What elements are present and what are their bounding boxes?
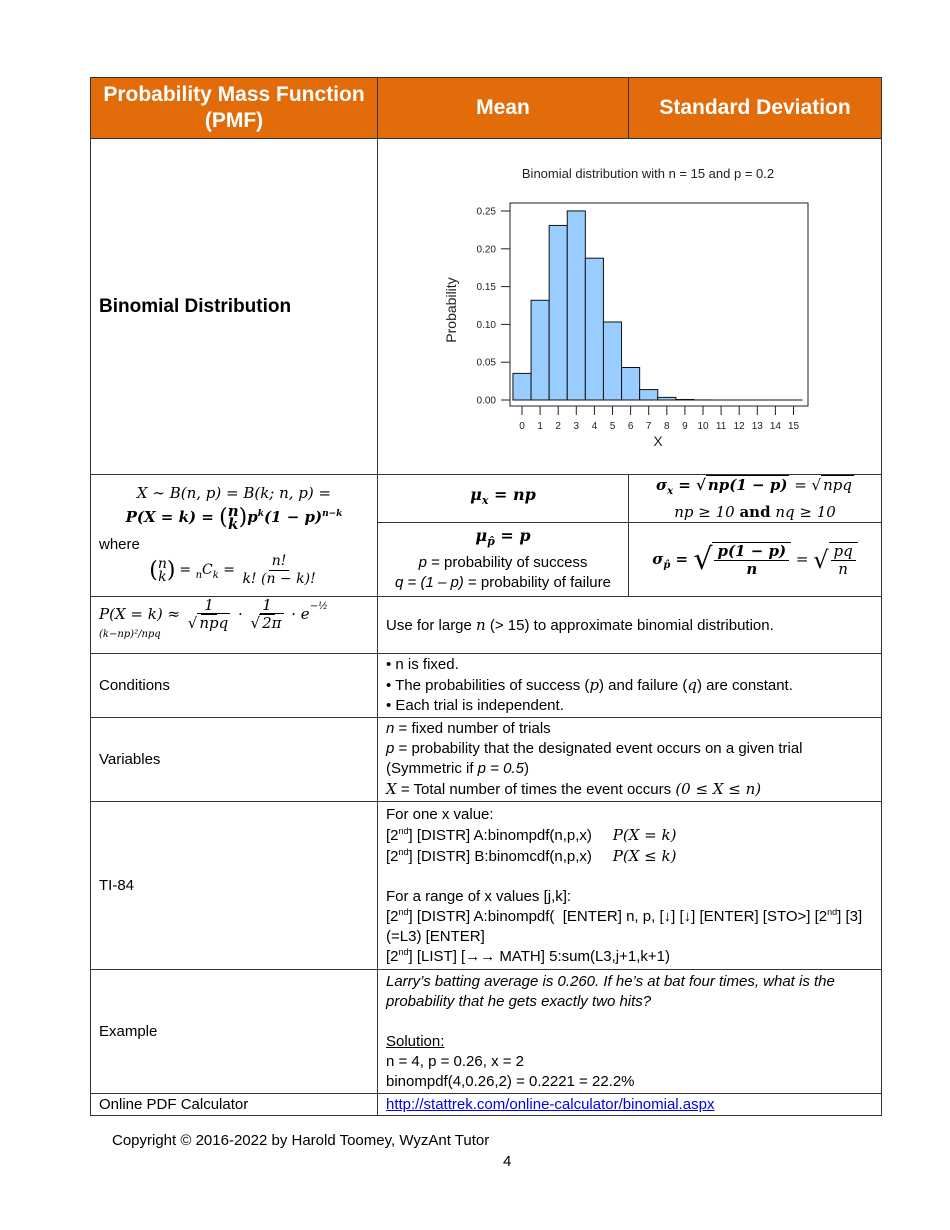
chart-bar <box>549 225 567 400</box>
q-definition: q = (1 – p) = probability of failure <box>395 573 611 591</box>
example-solution-label: Solution: <box>386 1032 445 1050</box>
x-tick-label: 11 <box>715 420 727 432</box>
binomial-table <box>90 77 882 1116</box>
chart-bar <box>640 389 658 399</box>
chart-bar <box>567 210 585 399</box>
ti84-range-step2: [2nd] [LIST] [→→ MATH] 5:sum(L3,j+1,k+1) <box>386 946 670 965</box>
y-tick-label: 0.10 <box>476 319 496 331</box>
copyright: Copyright © 2016-2022 by Harold Toomey, WyzAnt Tutor <box>112 1132 490 1149</box>
x-tick-label: 15 <box>787 420 800 432</box>
pmf-formula-cell <box>91 475 378 597</box>
y-tick-label: 0.05 <box>476 357 496 369</box>
sd-x-formula: $\sigma_x$ = √ np(1 − p) = √ npq <box>656 476 852 497</box>
y-tick-label: 0.25 <box>476 206 496 217</box>
x-tick-label: 6 <box>627 420 634 432</box>
calculator-link-cell <box>378 1094 882 1116</box>
chart-bar <box>513 373 531 400</box>
calculator-row <box>91 1094 882 1116</box>
x-tick-label: 5 <box>609 420 616 432</box>
approx-note: Use for large n (> 15) to approximate binomial distribution. <box>378 597 882 654</box>
example-answer: binompdf(4,0.26,2) = 0.2221 = 22.2% <box>386 1072 635 1090</box>
ti84-instructions <box>378 802 882 970</box>
page <box>90 77 881 1116</box>
variable-n: n = fixed number of trials <box>386 720 551 737</box>
condition-item: • n is fixed. <box>386 656 459 673</box>
variables-label: Variables <box>91 718 378 802</box>
where-label: where <box>99 536 140 553</box>
calculator-label: Online PDF Calculator <box>91 1094 378 1116</box>
chart-row <box>91 139 882 475</box>
variables-list <box>378 718 882 802</box>
variable-p: p = probability that the designated event occurs on a given trial <box>386 740 803 757</box>
mean-p-cell <box>378 523 629 597</box>
example-content <box>378 970 882 1094</box>
mean-x-formula: $\mu_x$ = np <box>470 485 536 508</box>
chart-bar <box>603 321 621 399</box>
ti84-cdf: [2nd] [DISTR] B:binomcdf(n,p,x) P(X ≤ k) <box>386 846 677 865</box>
ti84-one-x: For one x value: <box>386 805 494 823</box>
conditions-list <box>378 654 882 718</box>
header-pmf: Probability Mass Function (PMF) <box>91 78 378 139</box>
pmf-row <box>91 475 882 523</box>
x-tick-label: 0 <box>519 420 525 432</box>
normal-approx-formula: P(X = k) ≈ $\frac{1}{\text{√ npq}}$ · $\frac{1}{√ 2\pi}$ · $e^{-\frac{1}{2} (k-np)^2/npq}$ <box>99 596 328 640</box>
y-tick-label: 0.00 <box>476 395 496 406</box>
ti84-row <box>91 802 882 970</box>
ti84-pdf: [2nd] [DISTR] A:binompdf(n,p,x) P(X = k) <box>386 825 677 844</box>
ti84-label: TI-84 <box>91 802 378 970</box>
x-tick-label: 14 <box>769 420 781 432</box>
x-tick-label: 10 <box>697 420 709 432</box>
header-sd: Standard Deviation <box>629 78 882 139</box>
chart-y-label: Probability <box>443 276 459 343</box>
variable-x: X = Total number of times the event occurs (0 ≤ X ≤ n) <box>386 780 762 798</box>
approx-row <box>91 597 882 654</box>
page-number: 4 <box>503 1153 512 1170</box>
x-tick-label: 12 <box>733 420 745 432</box>
binomial-chart <box>378 140 878 474</box>
sd-x-cell <box>629 475 882 523</box>
x-tick-label: 1 <box>537 420 543 432</box>
chart-title: Binomial distribution with n = 15 and p = 0.2 <box>521 165 775 181</box>
combination-formula: ( n k ) = $_nC_k$ = $\frac{n!}{k! (n - k)!}$ <box>149 553 316 587</box>
x-tick-label: 4 <box>591 420 598 432</box>
mean-x-cell <box>378 475 629 523</box>
ti84-range-step1: [2nd] [DISTR] A:binompdf( [ENTER] n, p, [↓] [↓] [ENTER] [STO>] [2nd] [3] (=L3) [ENTER] <box>386 906 863 945</box>
variable-symmetric: (Symmetric if p = 0.5) <box>386 760 529 777</box>
condition-item: • The probabilities of success (p) and failure (q) are constant. <box>386 676 793 694</box>
chart-marks <box>477 206 803 432</box>
row-title: Binomial Distribution <box>91 139 378 475</box>
chart-x-label: X <box>653 432 663 449</box>
p-definition: p = probability of success <box>418 553 588 571</box>
chart-bar <box>622 367 640 400</box>
y-tick-label: 0.15 <box>476 281 496 293</box>
sd-p-cell <box>629 523 882 597</box>
approx-formula-cell <box>91 597 378 654</box>
example-given: n = 4, p = 0.26, x = 2 <box>386 1052 525 1070</box>
variables-row <box>91 718 882 802</box>
pmf-line2: P(X = k) = ( n k ) $p^k(1 - p)^{n-k}$ <box>125 502 343 533</box>
x-tick-label: 3 <box>573 420 580 432</box>
header-mean: Mean <box>378 78 629 139</box>
ti84-range-label: For a range of x values [j,k]: <box>386 887 572 905</box>
sd-p-formula: $\sigma_{p̂}$ = √ $\frac{p(1 - p)}{n}$ = √ $\frac{pq}{n}$ <box>652 550 857 568</box>
condition-item: • Each trial is independent. <box>386 697 564 714</box>
y-tick-label: 0.20 <box>476 243 496 255</box>
conditions-row <box>91 654 882 718</box>
pmf-line1: X ∼ B(n, p) = B(k; n, p) = <box>136 484 332 502</box>
x-tick-label: 13 <box>751 420 763 432</box>
chart-cell <box>378 139 882 475</box>
example-row <box>91 970 882 1094</box>
x-tick-label: 8 <box>664 420 670 432</box>
example-question: Larry’s batting average is 0.260. If he’s at bat four times, what is the probability that he gets exactly two hits? <box>386 972 835 1010</box>
chart-bar <box>531 300 549 400</box>
x-tick-label: 2 <box>555 420 561 432</box>
x-tick-label: 9 <box>682 420 688 432</box>
calculator-link[interactable]: http://stattrek.com/online-calculator/binomial.aspx <box>386 1095 715 1113</box>
x-tick-label: 7 <box>645 420 652 432</box>
mean-p-formula: $\mu_{p̂} = p$ <box>475 526 531 549</box>
chart-bar <box>585 258 603 400</box>
sd-condition: np ≥ 10 and nq ≥ 10 <box>674 503 836 521</box>
example-label: Example <box>91 970 378 1094</box>
conditions-label: Conditions <box>91 654 378 718</box>
header-row <box>91 78 882 139</box>
